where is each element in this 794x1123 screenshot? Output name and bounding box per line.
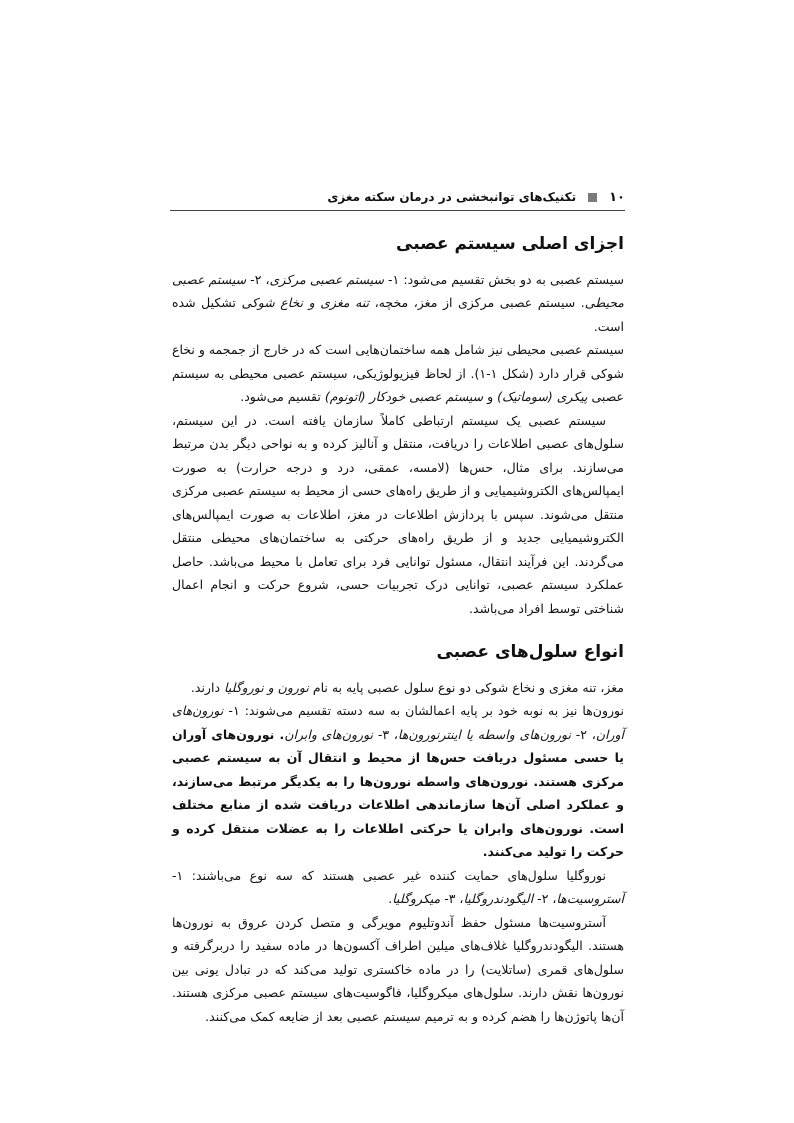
paragraph-cell-types (172, 676, 624, 700)
text-run: ، ۳- (440, 891, 464, 906)
book-title: تکنیک‌های توانبخشی در درمان سکته مغزی (327, 190, 577, 204)
text-run: و (483, 389, 498, 404)
bold-text-run: . نورون‌های آوران یا حسی مسئول دریافت حس‌ها از محیط و انتقال آن به سیستم عصبی مرکزی هستند. نورون‌های واسطه نورون‌ها را به یکدیگر مرتبط می‌سازند، و عملکرد اصلی آن‌ها سازماندهی اطلاعات دریافت شده از منابع مختلف است. نورون‌های وابران یا حرکتی اطلاعات را به عضلات منتقل کرده و حرکت را تولید می‌کنند. (172, 726, 624, 859)
emphasis-term: الیگودندروگلیا (463, 891, 534, 906)
square-bullet-icon (588, 193, 597, 202)
paragraph-neurons (172, 699, 624, 864)
paragraph-communication: سیستم عصبی یک سیستم ارتباطی کاملاً سازمان یافته است. در این سیستم، سلول‌های عصبی اطلاعات را دریافت، منتقل و آنالیز کرده و به نواحی دیگر بدن مرتبط می‌سازند. برای مثال، حس‌ها (لامسه، عمقی، درد و درجه حرارت) به صورت ایمپالس‌های الکتروشیمیایی و از طریق راه‌های حسی از محیط به سیستم عصبی مرکزی منتقل می‌شوند. سپس با پردازش اطلاعات در مغز، اطلاعات به صورت ایمپالس‌های الکتروشیمیایی جدید و از طریق راه‌های حرکتی به ساختمان‌های محیطی منتقل می‌گردند. این فرآیند انتقال، مسئول توانایی فرد برای تعامل با محیط می‌باشد. حاصل عملکرد سیستم عصبی، توانایی درک تجربیات حسی، شروع حرکت و انجام اعمال شناختی توسط افراد می‌باشد. (172, 412, 624, 616)
emphasis-term: نورون‌های واسطه یا اینترنورون‌ها (397, 726, 571, 742)
emphasis-term: نورون‌های وابران (284, 726, 374, 742)
text-run: دارند. (190, 679, 224, 695)
text-run: . سیستم عصبی مرکزی از مغز، مخچه، (369, 295, 585, 310)
paragraph-divisions (172, 268, 624, 339)
text-run: نورون‌ها نیز به نوبه خود بر پایه اعمالشان به سه دسته تقسیم می‌شوند: ۱- (223, 703, 624, 718)
paragraph-neuroglia (172, 864, 624, 911)
emphasis-term: پیکری (سوماتیک) (497, 389, 588, 404)
text-run: نوروگلیا سلول‌های حمایت کننده غیر عصبی هستند که سه نوع می‌باشند: ۱- (172, 867, 606, 883)
section-heading-nervous-system: اجزای اصلی سیستم عصبی (396, 234, 624, 254)
emphasis-term: سیستم عصبی محیطی (172, 271, 624, 310)
header-divider (170, 210, 625, 211)
emphasis-term: سیستم عصبی مرکزی (269, 271, 384, 287)
text-run: سیستم عصبی به دو بخش تقسیم می‌شود: ۱- (383, 271, 625, 287)
text-run: سیستم عصبی محیطی نیز شامل همه ساختمان‌هایی است که در خارج از جمجمه و نخاع شوکی قرار دارد (شکل ۱-۱). از لحاظ فیزیولوژیکی، سیستم عصبی محیطی به سیستم عصبی (172, 342, 624, 404)
text-run: ، ۲- (570, 726, 596, 742)
text-run: تقسیم می‌شود. (240, 389, 325, 404)
emphasis-term: آستروسیت‌ها (556, 891, 624, 906)
emphasis-term: نورون و نوروگلیا (224, 679, 309, 695)
emphasis-term: نورون‌های آوران (172, 703, 625, 742)
text-run: ، ۲- (246, 271, 270, 287)
text-run: ، ۳- (373, 726, 398, 742)
page-number: ۱۰ (609, 189, 625, 205)
paragraph-peripheral (172, 338, 624, 409)
emphasis-term: سیستم عصبی خودکار (اتونوم) (324, 389, 484, 404)
page-content (172, 226, 624, 1028)
text-run: مغز، تنه مغزی و نخاع شوکی دو نوع سلول عصبی پایه به نام (308, 679, 624, 695)
emphasis-term: تنه مغزی و نخاع شوکی (241, 295, 370, 310)
text-run: . (388, 891, 393, 906)
text-run: ، ۲- (533, 891, 557, 906)
section-heading-cell-types: انواع سلول‌های عصبی (436, 642, 624, 662)
running-header (170, 186, 625, 208)
text-run: تشکیل شده است. (172, 295, 624, 334)
emphasis-term: میکروگلیا (392, 891, 441, 906)
paragraph-astrocytes: آستروسیت‌ها مسئول حفظ آندوتلیوم مویرگی و متصل کردن عروق به نورون‌ها هستند. الیگودندروگلیا غلاف‌های میلین اطراف آکسون‌ها در ماده سفید را دربرگرفته و سلول‌های قمری (ساتلایت) را در ماده خاکستری تولید می‌کند که در تبادل یونی بین نورون‌ها نقش دارند. سلول‌های میکروگلیا، فاگوسیت‌های سیستم عصبی مرکزی هستند. آن‌ها پاتوژن‌ها را هضم کرده و به ترمیم سیستم عصبی بعد از ضایعه کمک می‌کنند. (172, 914, 624, 1024)
